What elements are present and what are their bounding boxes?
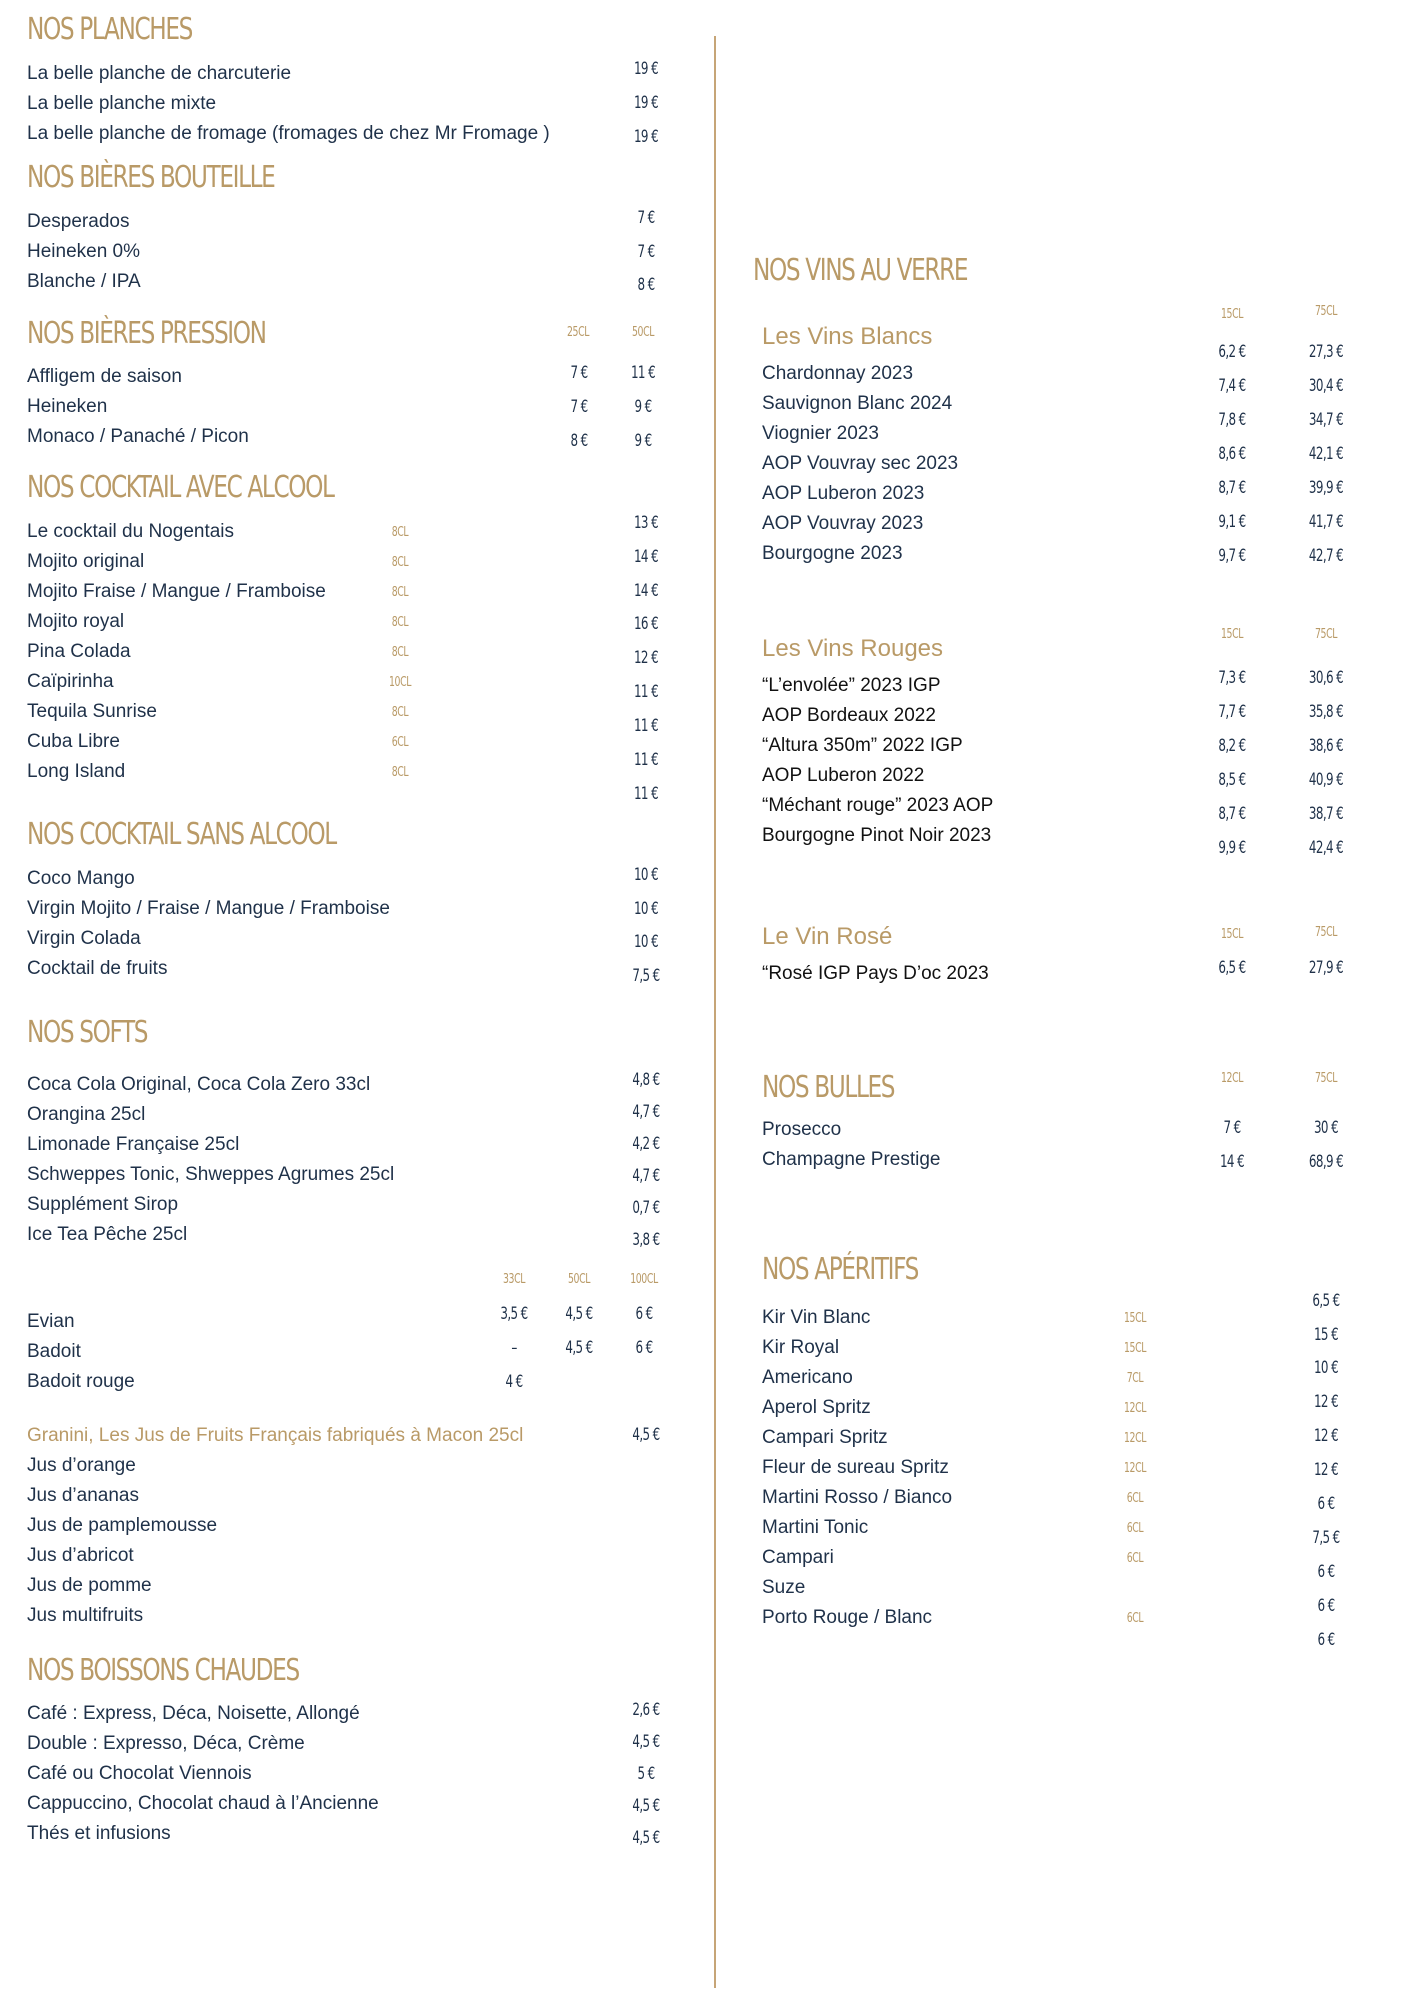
menu-item: Coco Mango [27, 868, 135, 889]
juice-item: Jus d’abricot [27, 1545, 134, 1566]
menu-price: 6,5 € [1218, 958, 1246, 978]
size-label-75cl: 75CL [1314, 1071, 1338, 1086]
menu-item: Virgin Mojito / Fraise / Mangue / Framboise [27, 898, 390, 919]
menu-price: 10 € [633, 899, 659, 919]
menu-item: Monaco / Panaché / Picon [27, 426, 249, 447]
volume-label: 10CL [388, 675, 412, 690]
section-title-bieres-bouteille: NOS BIÈRES BOUTEILLE [27, 160, 275, 195]
menu-item: Badoit rouge [27, 1371, 135, 1392]
menu-price: 6 € [1317, 1630, 1335, 1650]
menu-price: 11 € [633, 784, 659, 804]
size-label-15cl: 15CL [1220, 927, 1244, 942]
menu-price: 6 € [1317, 1596, 1335, 1616]
volume-label: 7CL [1126, 1371, 1144, 1386]
menu-price: 8 € [570, 431, 588, 451]
volume-label: 15CL [1123, 1341, 1147, 1356]
menu-price: 12 € [633, 648, 659, 668]
menu-item: Le cocktail du Nogentais [27, 521, 235, 542]
menu-price: 8,7 € [1218, 478, 1246, 498]
menu-item: Campari [762, 1547, 834, 1568]
menu-price: 2,6 € [632, 1700, 660, 1720]
menu-item: Coca Cola Original, Coca Cola Zero 33cl [27, 1074, 371, 1095]
subsection-title-rouges: Les Vins Rouges [762, 635, 944, 662]
menu-item: Chardonnay 2023 [762, 363, 914, 384]
menu-item: Mojito original [27, 551, 145, 572]
menu-price: 6 € [1317, 1494, 1335, 1514]
menu-price: 4,7 € [632, 1166, 660, 1186]
size-label-12cl: 12CL [1220, 1071, 1244, 1086]
menu-item: Tequila Sunrise [27, 701, 157, 722]
menu-price: 4,5 € [565, 1338, 593, 1358]
volume-label: 6CL [1126, 1611, 1144, 1626]
menu-item: AOP Luberon 2022 [762, 765, 925, 786]
menu-item: Cuba Libre [27, 731, 120, 752]
menu-item: La belle planche de fromage (fromages de chez Mr Fromage ) [27, 123, 550, 144]
menu-price: 4,5 € [632, 1828, 660, 1848]
menu-item: AOP Vouvray sec 2023 [762, 453, 959, 474]
menu-price: 41,7 € [1308, 512, 1344, 532]
menu-price: 14 € [633, 581, 659, 601]
menu-item: “Rosé IGP Pays D’oc 2023 [762, 963, 989, 984]
juice-item: Jus d’orange [27, 1455, 136, 1476]
menu-item: “Méchant rouge” 2023 AOP [762, 795, 994, 816]
menu-price: 8,2 € [1218, 736, 1246, 756]
menu-price: 3,8 € [632, 1230, 660, 1250]
menu-item: Heineken 0% [27, 241, 141, 262]
menu-item: AOP Luberon 2023 [762, 483, 925, 504]
menu-price: 10 € [633, 865, 659, 885]
menu-price: 14 € [633, 547, 659, 567]
menu-price: 10 € [633, 932, 659, 952]
menu-price: 38,7 € [1308, 804, 1344, 824]
menu-item: Ice Tea Pêche 25cl [27, 1224, 188, 1245]
menu-price: 34,7 € [1308, 410, 1344, 430]
menu-item: “Altura 350m” 2022 IGP [762, 735, 963, 756]
menu-item: Affligem de saison [27, 366, 182, 387]
volume-label: 6CL [1126, 1521, 1144, 1536]
section-title-planches: NOS PLANCHES [27, 12, 193, 47]
menu-item: Limonade Française 25cl [27, 1134, 240, 1155]
menu-price: 11 € [633, 716, 659, 736]
volume-label: 8CL [391, 705, 409, 720]
section-title-bulles: NOS BULLES [762, 1070, 895, 1105]
menu-price: 13 € [633, 513, 659, 533]
menu-item: Evian [27, 1311, 75, 1332]
menu-item: Bourgogne Pinot Noir 2023 [762, 825, 992, 846]
menu-price: 42,4 € [1308, 838, 1344, 858]
menu-price: 7 € [637, 242, 655, 262]
menu-item: Café ou Chocolat Viennois [27, 1763, 252, 1784]
menu-price: 5 € [637, 1764, 655, 1784]
menu-price: 11 € [630, 363, 656, 383]
menu-price: 6 € [1317, 1562, 1335, 1582]
size-label-15cl: 15CL [1220, 307, 1244, 322]
menu-price: 7 € [1223, 1118, 1241, 1138]
menu-price: 30,6 € [1308, 668, 1344, 688]
size-label-33cl: 33CL [502, 1272, 526, 1287]
volume-label: 8CL [391, 615, 409, 630]
juice-item: Jus d’ananas [27, 1485, 139, 1506]
menu-item: Kir Royal [762, 1337, 840, 1358]
menu-price: 15 € [1313, 1325, 1339, 1345]
size-label-75cl: 75CL [1314, 627, 1338, 642]
menu-item: La belle planche de charcuterie [27, 63, 292, 84]
menu-item: Café : Express, Déca, Noisette, Allongé [27, 1703, 360, 1724]
menu-item: Mojito royal [27, 611, 125, 632]
granini-title: Granini, Les Jus de Fruits Français fabriqués à Macon 25cl [27, 1425, 524, 1446]
menu-item: “L’envolée” 2023 IGP [762, 675, 941, 696]
size-label-50cl: 50CL [567, 1272, 591, 1287]
menu-price: 7,3 € [1218, 668, 1246, 688]
menu-item: Martini Rosso / Bianco [762, 1487, 953, 1508]
menu-price: – [511, 1338, 517, 1358]
menu-price: 6,5 € [1312, 1291, 1340, 1311]
menu-price: 8,6 € [1218, 444, 1246, 464]
menu-price: 9,9 € [1218, 838, 1246, 858]
menu-price: 6,2 € [1218, 342, 1246, 362]
menu-price: 9,1 € [1218, 512, 1246, 532]
menu-price: 12 € [1313, 1392, 1339, 1412]
volume-label: 6CL [1126, 1491, 1144, 1506]
volume-label: 12CL [1123, 1401, 1147, 1416]
menu-item: Heineken [27, 396, 108, 417]
menu-price: 7,5 € [1312, 1528, 1340, 1548]
size-label-50cl: 50CL [631, 325, 655, 340]
menu-price: 12 € [1313, 1426, 1339, 1446]
menu-item: Viognier 2023 [762, 423, 879, 444]
menu-price: 4,5 € [632, 1732, 660, 1752]
menu-price: 6 € [635, 1338, 653, 1358]
size-label-15cl: 15CL [1220, 627, 1244, 642]
menu-item: Virgin Colada [27, 928, 141, 949]
menu-price: 9,7 € [1218, 546, 1246, 566]
menu-price: 19 € [633, 93, 659, 113]
menu-item: Blanche / IPA [27, 271, 141, 292]
menu-item: Fleur de sureau Spritz [762, 1457, 949, 1478]
menu-price: 38,6 € [1308, 736, 1344, 756]
menu-item: Porto Rouge / Blanc [762, 1607, 933, 1628]
menu-price: 7,5 € [632, 966, 660, 986]
volume-label: 15CL [1123, 1311, 1147, 1326]
subsection-title-blancs: Les Vins Blancs [762, 323, 933, 350]
volume-label: 6CL [1126, 1551, 1144, 1566]
menu-item: Campari Spritz [762, 1427, 888, 1448]
menu-item: Mojito Fraise / Mangue / Framboise [27, 581, 326, 602]
menu-price: 42,7 € [1308, 546, 1344, 566]
menu-price: 7,8 € [1218, 410, 1246, 430]
menu-price: 4,5 € [632, 1425, 660, 1445]
menu-item: Long Island [27, 761, 126, 782]
menu-item: Desperados [27, 211, 130, 232]
menu-item: Orangina 25cl [27, 1104, 146, 1125]
menu-item: Pina Colada [27, 641, 131, 662]
menu-price: 3,5 € [500, 1304, 528, 1324]
menu-price: 35,8 € [1308, 702, 1344, 722]
menu-item: Bourgogne 2023 [762, 543, 903, 564]
menu-item: Double : Expresso, Déca, Crème [27, 1733, 305, 1754]
menu-price: 8 € [637, 275, 655, 295]
menu-price: 11 € [633, 682, 659, 702]
menu-item: Americano [762, 1367, 853, 1388]
section-title-chaudes: NOS BOISSONS CHAUDES [27, 1653, 299, 1688]
menu-price: 7,7 € [1218, 702, 1246, 722]
menu-item: Champagne Prestige [762, 1149, 941, 1170]
size-label-25cl: 25CL [566, 325, 590, 340]
menu-item: Martini Tonic [762, 1517, 869, 1538]
menu-price: 30 € [1313, 1118, 1339, 1138]
menu-price: 8,7 € [1218, 804, 1246, 824]
menu-price: 0,7 € [632, 1198, 660, 1218]
menu-item: Badoit [27, 1341, 81, 1362]
menu-item: Sauvignon Blanc 2024 [762, 393, 953, 414]
menu-item: La belle planche mixte [27, 93, 217, 114]
menu-price: 4 € [505, 1372, 523, 1392]
section-title-aperitifs: NOS APÉRITIFS [762, 1252, 919, 1287]
volume-label: 8CL [391, 645, 409, 660]
menu-item: AOP Vouvray 2023 [762, 513, 924, 534]
menu-price: 27,3 € [1308, 342, 1344, 362]
menu-item: Aperol Spritz [762, 1397, 871, 1418]
juice-item: Jus multifruits [27, 1605, 144, 1626]
menu-item: Suze [762, 1577, 806, 1598]
section-title-cocktail-alcool: NOS COCKTAIL AVEC ALCOOL [27, 470, 334, 505]
menu-price: 12 € [1313, 1460, 1339, 1480]
menu-price: 19 € [633, 59, 659, 79]
menu-price: 16 € [633, 614, 659, 634]
menu-price: 9 € [634, 397, 652, 417]
size-label-100cl: 100CL [630, 1272, 658, 1287]
volume-label: 6CL [391, 735, 409, 750]
menu-price: 19 € [633, 127, 659, 147]
menu-price: 8,5 € [1218, 770, 1246, 790]
menu-price: 4,5 € [632, 1796, 660, 1816]
menu-price: 4,7 € [632, 1102, 660, 1122]
subsection-title-rose: Le Vin Rosé [762, 923, 893, 950]
menu-price: 39,9 € [1308, 478, 1344, 498]
menu-item: Caïpirinha [27, 671, 114, 692]
menu-price: 7 € [570, 397, 588, 417]
menu-price: 4,2 € [632, 1134, 660, 1154]
volume-label: 12CL [1123, 1461, 1147, 1476]
menu-item: Cappuccino, Chocolat chaud à l’Ancienne [27, 1793, 379, 1814]
volume-label: 8CL [391, 765, 409, 780]
column-divider [714, 36, 716, 1988]
section-title-cocktail-sans: NOS COCKTAIL SANS ALCOOL [27, 817, 336, 852]
volume-label: 8CL [391, 585, 409, 600]
menu-price: 11 € [633, 750, 659, 770]
menu-item: Prosecco [762, 1119, 842, 1140]
juice-item: Jus de pomme [27, 1575, 152, 1596]
size-label-75cl: 75CL [1314, 304, 1338, 319]
menu-price: 68,9 € [1308, 1152, 1344, 1172]
menu-price: 4,8 € [632, 1070, 660, 1090]
volume-label: 12CL [1123, 1431, 1147, 1446]
menu-item: Thés et infusions [27, 1823, 171, 1844]
menu-price: 27,9 € [1308, 958, 1344, 978]
menu-price: 4,5 € [565, 1304, 593, 1324]
menu-item: Supplément Sirop [27, 1194, 179, 1215]
menu-item: AOP Bordeaux 2022 [762, 705, 936, 726]
menu-price: 9 € [634, 431, 652, 451]
volume-label: 8CL [391, 525, 409, 540]
menu-price: 7 € [637, 208, 655, 228]
section-title-vins: NOS VINS AU VERRE [753, 253, 968, 288]
volume-label: 8CL [391, 555, 409, 570]
section-title-bieres-pression: NOS BIÈRES PRESSION [27, 316, 266, 351]
menu-item: Schweppes Tonic, Shweppes Agrumes 25cl [27, 1164, 395, 1185]
menu-price: 7,4 € [1218, 376, 1246, 396]
menu-price: 42,1 € [1308, 444, 1344, 464]
menu-price: 6 € [635, 1304, 653, 1324]
juice-item: Jus de pamplemousse [27, 1515, 218, 1536]
menu-price: 40,9 € [1308, 770, 1344, 790]
menu-price: 7 € [570, 363, 588, 383]
section-title-softs: NOS SOFTS [27, 1015, 148, 1050]
size-label-75cl: 75CL [1314, 925, 1338, 940]
menu-item: Kir Vin Blanc [762, 1307, 871, 1328]
menu-price: 30,4 € [1308, 376, 1344, 396]
menu-price: 14 € [1219, 1152, 1245, 1172]
menu-item: Cocktail de fruits [27, 958, 168, 979]
menu-price: 10 € [1313, 1358, 1339, 1378]
